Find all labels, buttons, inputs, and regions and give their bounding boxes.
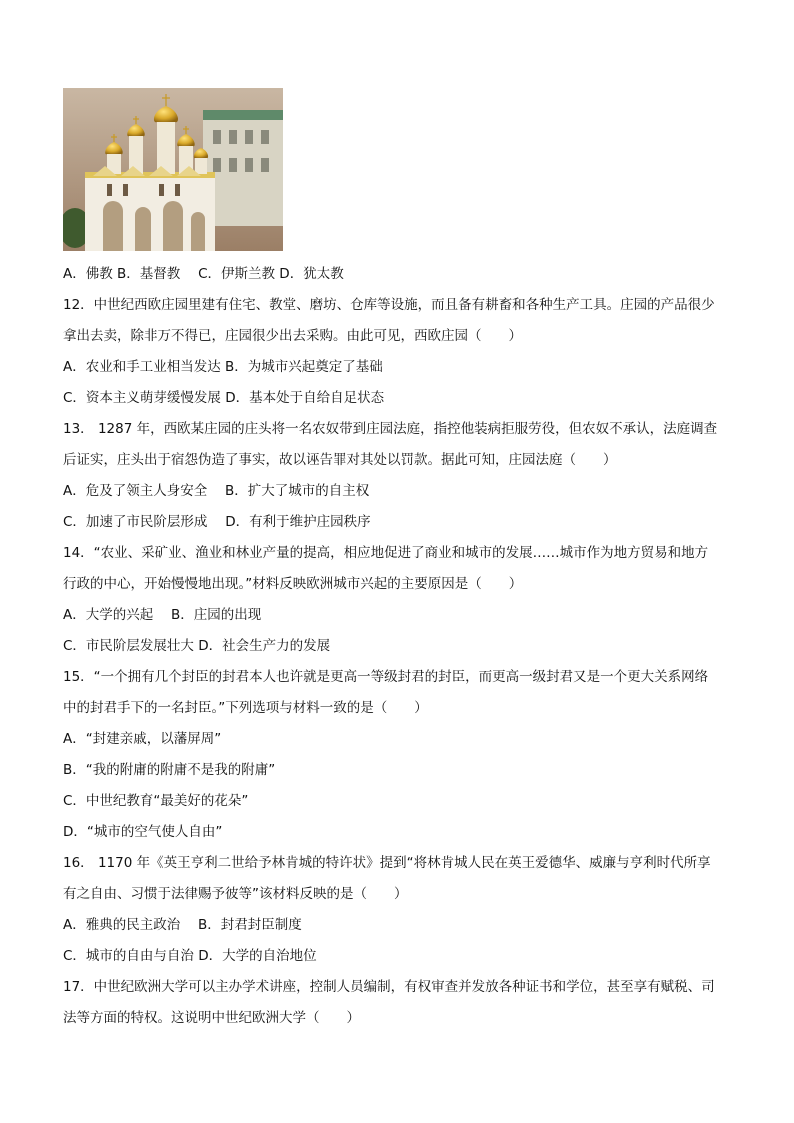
question-text	[63, 259, 733, 1034]
option-line: C．市民阶层发展壮大 D．社会生产力的发展	[63, 638, 331, 654]
option-line: C．城市的自由与自治 D．大学的自治地位	[63, 948, 317, 964]
option-line: A．雅典的民主政治 B．封君封臣制度	[63, 917, 302, 933]
option-line: C．加速了市民阶层形成 D．有利于维护庄园秩序	[63, 514, 371, 530]
question-12-stem: 12．中世纪西欧庄园里建有住宅、教堂、磨坊、仓库等设施，而且备有耕畜和各种生产工具。庄园的产品很少	[63, 297, 715, 313]
question-12-stem-cont: 拿出去卖，除非万不得已，庄园很少出去采购。由此可见，西欧庄园（ ）	[63, 328, 522, 344]
option-line: D．“城市的空气使人自由”	[63, 824, 223, 840]
question-16-stem: 16． 1170 年《英王亨利二世给予林肯城的特许状》提到“将林肯城人民在英王爱德华、威廉与亨利时代所享	[63, 855, 711, 871]
cathedral-photo-icon	[63, 88, 283, 251]
question-17-stem: 17．中世纪欧洲大学可以主办学术讲座，控制人员编制，有权审查并发放各种证书和学位，甚至享有赋税、司	[63, 979, 715, 995]
question-13-stem-cont: 后证实，庄头出于宿怨伪造了事实，故以诬告罪对其处以罚款。据此可知，庄园法庭（ ）	[63, 452, 617, 468]
question-14-stem-cont: 行政的中心，开始慢慢地出现。”材料反映欧洲城市兴起的主要原因是（ ）	[63, 576, 523, 592]
option-line: C．中世纪教育“最美好的花朵”	[63, 793, 249, 809]
document-page	[63, 88, 733, 1034]
option-line: B．“我的附庸的附庸不是我的附庸”	[63, 762, 276, 778]
option-line: A．佛教 B．基督教 C．伊斯兰教 D．犹太教	[63, 266, 344, 282]
option-line: A．危及了领主人身安全 B．扩大了城市的自主权	[63, 483, 370, 499]
question-13-stem: 13． 1287 年，西欧某庄园的庄头将一名农奴带到庄园法庭，指控他装病拒服劳役，但农奴不承认，法庭调查	[63, 421, 718, 437]
option-line: A．“封建亲戚，以藩屏周”	[63, 731, 222, 747]
option-line: A．大学的兴起 B．庄园的出现	[63, 607, 262, 623]
question-17-stem-cont: 法等方面的特权。这说明中世纪欧洲大学（ ）	[63, 1010, 360, 1026]
question-15-stem-cont: 中的封君手下的一名封臣。”下列选项与材料一致的是（ ）	[63, 700, 428, 716]
option-line: A．农业和手工业相当发达 B．为城市兴起奠定了基础	[63, 359, 383, 375]
question-14-stem: 14．“农业、采矿业、渔业和林业产量的提高，相应地促进了商业和城市的发展……城市作为地方贸易和地方	[63, 545, 709, 561]
option-line: C．资本主义萌芽缓慢发展 D．基本处于自给自足状态	[63, 390, 385, 406]
question-15-stem: 15．“一个拥有几个封臣的封君本人也许就是更高一等级封君的封臣，而更高一级封君又是一个更大关系网络	[63, 669, 709, 685]
question-16-stem-cont: 有之自由、习惯于法律赐予彼等”该材料反映的是（ ）	[63, 886, 408, 902]
